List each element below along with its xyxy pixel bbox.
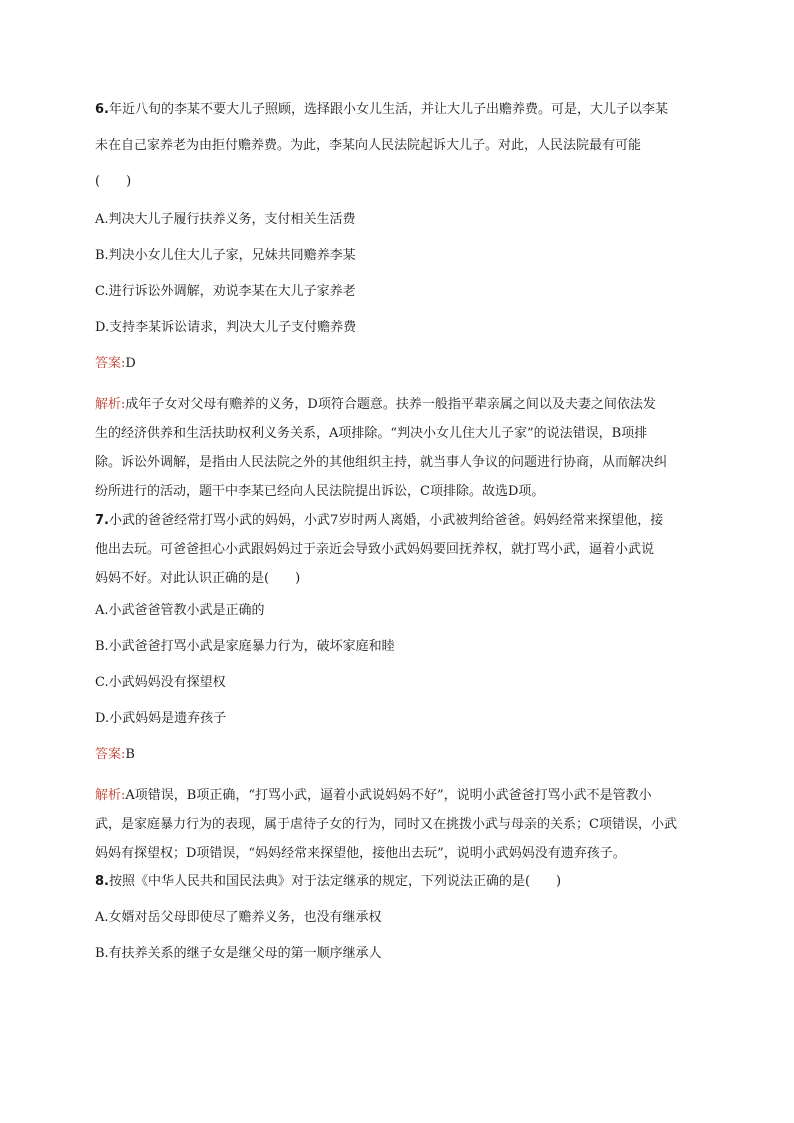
- question-number: 7.: [95, 513, 109, 528]
- answer-label: 答案:: [95, 356, 126, 371]
- question-number: 6.: [95, 102, 109, 117]
- option-d: D.支持李某诉讼请求，判决大儿子支付赡养费: [95, 320, 357, 335]
- question-7: [95, 506, 705, 868]
- option-d: D.小武妈妈是遗弃孩子: [95, 711, 227, 726]
- question-stem-line: 妈妈不好。对此认识正确的是( ): [95, 571, 301, 586]
- answer: [95, 354, 705, 374]
- analysis-label: 解析:: [95, 397, 126, 412]
- option-c: C.进行诉讼外调解，劝说李某在大儿子家养老: [95, 284, 356, 299]
- analysis: [95, 781, 705, 868]
- analysis-line: 生的经济供养和生活扶助权利义务关系，A项排除。“判决小女儿住大儿子家”的说法错误，B项排: [95, 426, 648, 441]
- analysis-line: 解析:A项错误，B项正确，“打骂小武，逼着小武说妈妈不好”，说明小武爸爸打骂小武不是管教小: [95, 788, 652, 803]
- question-8: [95, 872, 705, 964]
- question-6: [95, 100, 705, 506]
- option-a: A.女婿对岳父母即使尽了赡养义务，也没有继承权: [95, 910, 382, 925]
- option-a: A.判决大儿子履行扶养义务，支付相关生活费: [95, 212, 356, 227]
- answer-value: D: [125, 356, 136, 371]
- question-stem: [95, 506, 705, 593]
- option-b: B.小武爸爸打骂小武是家庭暴力行为，破坏家庭和睦: [95, 639, 395, 654]
- analysis: [95, 390, 705, 506]
- analysis-line: 除。诉讼外调解，是指由人民法院之外的其他组织主持，就当事人争议的问题进行协商，从而解决纠: [95, 455, 668, 470]
- analysis-line: 解析:成年子女对父母有赡养的义务，D项符合题意。扶养一般指平辈亲属之间以及夫妻之间依法发: [95, 397, 656, 412]
- option-b: B.判决小女儿住大儿子家，兄妹共同赡养李某: [95, 248, 356, 263]
- option-b: B.有扶养关系的继子女是继父母的第一顺序继承人: [95, 946, 382, 961]
- option-c: C.小武妈妈没有探望权: [95, 675, 226, 690]
- answer-value: B: [125, 747, 135, 762]
- answer: [95, 745, 705, 765]
- analysis-label: 解析:: [95, 788, 126, 803]
- question-stem-line: 未在自己家养老为由拒付赡养费。为此，李某向人民法院起诉大儿子。对此，人民法院最有可能: [95, 138, 642, 153]
- question-number: 8.: [95, 874, 109, 889]
- answer-label: 答案:: [95, 747, 126, 762]
- analysis-line: 武，是家庭暴力行为的表现，属于虐待子女的行为，同时又在挑拨小武与母亲的关系；C项错误，小武: [95, 817, 677, 832]
- question-stem-line: 7.小武的爸爸经常打骂小武的妈妈，小武7岁时两人离婚，小武被判给爸爸。妈妈经常来探望他，接: [95, 513, 664, 528]
- option-a: A.小武爸爸管教小武是正确的: [95, 603, 265, 618]
- question-stem-line: 8.按照《中华人民共和国民法典》对于法定继承的规定，下列说法正确的是( ): [95, 874, 562, 889]
- document-page: [95, 100, 705, 980]
- analysis-line: 妈妈有探望权；D项错误，“妈妈经常来探望他，接他出去玩”，说明小武妈妈没有遗弃孩子。: [95, 846, 626, 861]
- question-stem-line: 他出去玩。可爸爸担心小武跟妈妈过于亲近会导致小武妈妈要回抚养权，就打骂小武，逼着小武说: [95, 542, 655, 557]
- question-stem-line: 6.年近八旬的李某不要大儿子照顾，选择跟小女儿生活，并让大儿子出赡养费。可是，大儿子以李某: [95, 102, 668, 117]
- answer-parenthesis: ( ): [95, 174, 132, 189]
- analysis-line: 纷所进行的活动，题干中李某已经向人民法院提出诉讼，C项排除。故选D项。: [95, 484, 545, 499]
